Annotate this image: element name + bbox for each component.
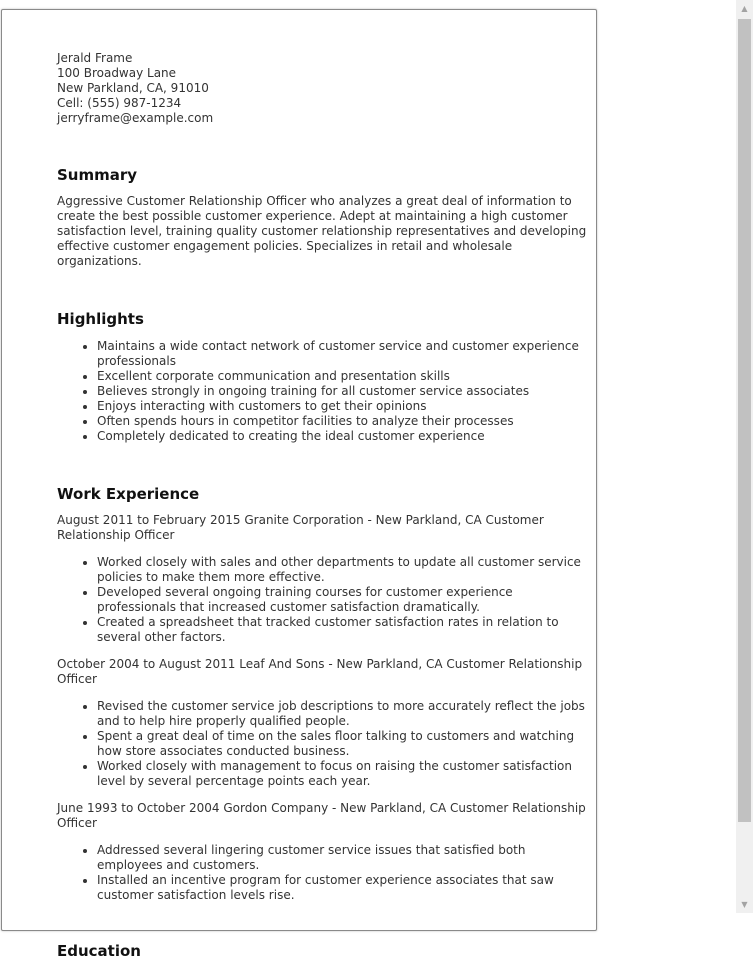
chevron-down-icon[interactable]: ▼: [741, 900, 748, 909]
job-bullet: • Worked closely with sales and other departments to update all customer service policies to make them more effective.: [97, 555, 587, 585]
chevron-up-icon[interactable]: ▲: [741, 4, 748, 13]
highlight-item: • Maintains a wide contact network of customer service and customer experience professionals: [97, 339, 587, 369]
job-header: October 2004 to August 2011 Leaf And Sons - New Parkland, CA Customer Relationship Officer: [57, 657, 583, 686]
highlight-item: • Enjoys interacting with customers to get their opinions: [97, 399, 587, 414]
education-section: [57, 942, 587, 960]
work-experience-section: [57, 485, 587, 903]
resume-content: [57, 51, 587, 960]
job-header: August 2011 to February 2015 Granite Corporation - New Parkland, CA Customer Relationship Officer: [57, 513, 544, 542]
highlights-section: [57, 310, 587, 444]
highlights-heading: Highlights: [57, 310, 144, 328]
highlight-item: • Excellent corporate communication and presentation skills: [97, 369, 587, 384]
contact-block: [57, 51, 587, 126]
vertical-scrollbar[interactable]: [736, 0, 753, 913]
job-bullets: [57, 699, 587, 789]
job-bullet: • Revised the customer service job descriptions to more accurately reflect the jobs and to help hire properly qualified people.: [97, 699, 587, 729]
highlight-item: • Often spends hours in competitor facilities to analyze their processes: [97, 414, 587, 429]
job-bullet: • Created a spreadsheet that tracked customer satisfaction rates in relation to several other factors.: [97, 615, 587, 645]
contact-street: 100 Broadway Lane: [57, 66, 177, 80]
summary-text: Aggressive Customer Relationship Officer who analyzes a great deal of information to create the best possible customer experience. Adept at maintaining a high customer satisfaction level, training quality customer relationship representatives and developing effective customer engagement policies. Specializes in retail and wholesale organizations.: [57, 194, 587, 268]
job-bullet: • Installed an incentive program for customer experience associates that saw customer satisfaction levels rise.: [97, 873, 587, 903]
contact-email: jerryframe@example.com: [57, 111, 214, 125]
highlight-item: • Completely dedicated to creating the ideal customer experience: [97, 429, 587, 444]
job-bullet: • Addressed several lingering customer service issues that satisfied both employees and customers.: [97, 843, 587, 873]
job-bullets: [57, 843, 587, 903]
job-entry: [57, 513, 587, 645]
contact-cell: Cell: (555) 987-1234: [57, 96, 182, 110]
scrollbar-thumb[interactable]: [738, 19, 751, 822]
job-bullet: • Spent a great deal of time on the sales floor talking to customers and watching how store associates conducted business.: [97, 729, 587, 759]
job-header: June 1993 to October 2004 Gordon Company - New Parkland, CA Customer Relationship Officer: [57, 801, 586, 830]
highlight-item: • Believes strongly in ongoing training for all customer service associates: [97, 384, 587, 399]
resume-page: [1, 9, 597, 960]
contact-city: New Parkland, CA, 91010: [57, 81, 209, 95]
work-experience-heading: Work Experience: [57, 485, 200, 503]
summary-heading: Summary: [57, 166, 138, 184]
job-entry: [57, 801, 587, 903]
job-bullet: • Developed several ongoing training courses for customer experience professionals that increased customer satisfaction dramatically.: [97, 585, 587, 615]
education-heading: Education: [57, 942, 141, 960]
job-entry: [57, 657, 587, 789]
contact-name: Jerald Frame: [57, 51, 133, 65]
highlights-list: [57, 339, 587, 444]
job-bullet: • Worked closely with management to focus on raising the customer satisfaction level by several percentage points each year.: [97, 759, 587, 789]
summary-section: [57, 166, 587, 269]
job-bullets: [57, 555, 587, 645]
